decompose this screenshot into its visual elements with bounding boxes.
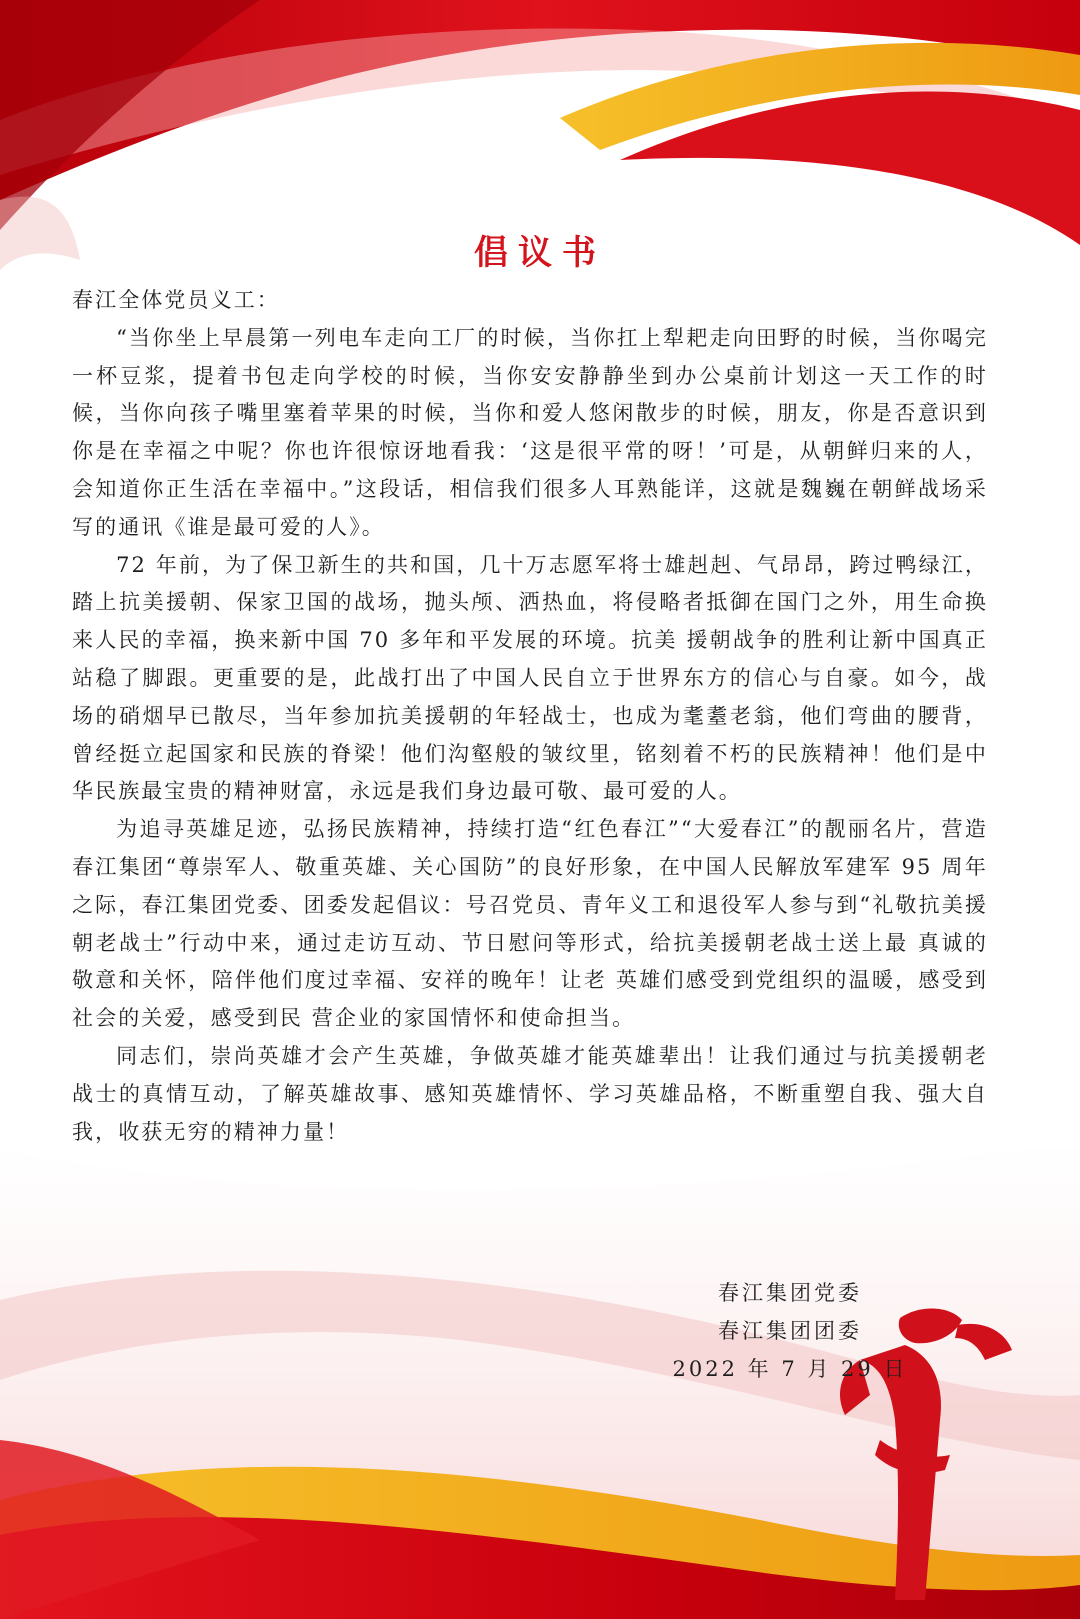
paragraph-4: 同志们，崇尚英雄才会产生英雄，争做英雄才能英雄辈出！让我们通过与抗美援朝老战士的真情互动，了解英雄故事、感知英雄情怀、学习英雄品格，不断重塑自我、强大自我，收获无穷的精神力量！ bbox=[72, 1043, 988, 1144]
signature-date: 2022 年 7 月 29 日 bbox=[672, 1356, 908, 1381]
document-title: 倡议书 bbox=[474, 232, 606, 273]
document-body bbox=[72, 282, 988, 1151]
signature-org-party-committee: 春江集团党委 bbox=[718, 1281, 862, 1305]
signature-org-youth-committee: 春江集团团委 bbox=[718, 1318, 862, 1343]
paragraph-2: 72 年前，为了保卫新生的共和国，几十万志愿军将士雄赳赳、气昂昂，跨过鸭绿江，踏上抗美援朝、保家卫国的战场，抛头颅、洒热血，将侵略者抵御在国门之外，用生命换来人民的幸福，换来新中国 70 多年和平发展的环境。抗美 援朝战争的胜利让新中国真正站稳了脚跟。更重要的是，此战打出了中国人民自立于世界东方的信心与自豪。如今，战场的硝烟早已散尽，当年参加抗美援朝的年轻战士，也成为耄耋老翁，他们弯曲的腰背，曾经挺立起国家和民族的脊梁！他们沟壑般的皱纹里，铭刻着不朽的民族精神！他们是中华民族最宝贵的精神财富，永远是我们身边最可敬、最可爱的人。 bbox=[72, 552, 988, 804]
signature-block bbox=[640, 1275, 940, 1388]
paragraph-1: “当你坐上早晨第一列电车走向工厂的时候，当你扛上犁耙走向田野的时候，当你喝完一杯豆浆，提着书包走向学校的时候，当你安安静静坐到办公桌前计划这一天工作的时候，当你向孩子嘴里塞着苹果的时候，当你和爱人悠闲散步的时候，朋友，你是否意识到你是在幸福之中呢？你也许很惊讶地看我：‘这是很平常的呀！’可是，从朝鲜归来的人，会知道你正生活在幸福中。”这段话，相信我们很多人耳熟能详，这就是魏巍在朝鲜战场采写的通讯《谁是最可爱的人》。 bbox=[72, 325, 988, 539]
paragraph-3: 为追寻英雄足迹，弘扬民族精神，持续打造“红色春江”“大爱春江”的靓丽名片，营造春江集团“尊崇军人、敬重英雄、关心国防”的良好形象，在中国人民解放军建军 95 周年之际，春江集团党委、团委发起倡议：号召党员、青年义工和退役军人参与到“礼敬抗美援朝老战士”行动中来，通过走访互动、节日慰问等形式，给抗美援朝老战士送上最 真诚的敬意和关怀，陪伴他们度过幸福、安祥的晚年！让老 英雄们感受到党组织的温暖，感受到社会的关爱，感受到民 营企业的家国情怀和使命担当。 bbox=[72, 817, 988, 1031]
salutation: 春江全体党员义工： bbox=[72, 288, 280, 312]
